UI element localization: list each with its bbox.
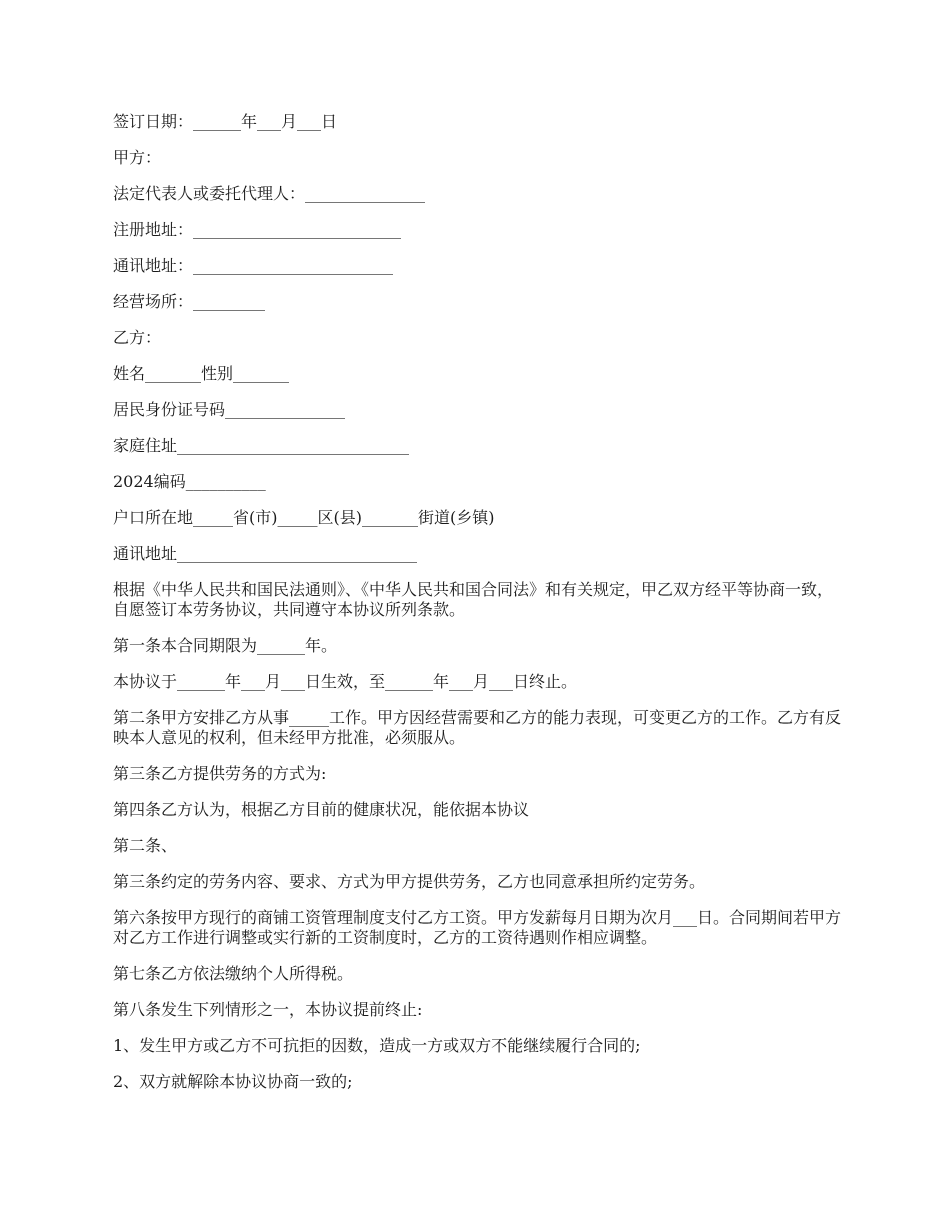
article-6-wages: 第六条按甲方现行的商铺工资管理制度支付乙方工资。甲方发薪每月日期为次月___日。合同期间若甲方对乙方工作进行调整或实行新的工资制度时，乙方的工资待遇则作相应调整。 [113, 908, 842, 947]
article-4-health: 第四条乙方认为，根据乙方目前的健康状况，能依据本协议 [113, 800, 530, 819]
article-2-reference: 第二条、 [113, 836, 178, 855]
article-1-term: 第一条本合同期限为______年。 [113, 636, 338, 655]
article-3-service-method: 第三条乙方提供劳务的方式为: [113, 764, 327, 783]
party-a-heading: 甲方： [113, 148, 162, 167]
party-a-business-premises-line: 经营场所：_________ [113, 292, 266, 311]
party-a-registered-address-line: 注册地址：__________________________ [113, 220, 402, 239]
termination-item-1: 1、发生甲方或乙方不可抗拒的因数，造成一方或双方不能继续履行合同的; [113, 1036, 641, 1055]
party-b-household-registration-line: 户口所在地_____省(市)_____区(县)_______街道(乡镇) [113, 508, 495, 527]
termination-item-2: 2、双方就解除本协议协商一致的; [113, 1072, 353, 1091]
article-8-termination: 第八条发生下列情形之一，本协议提前终止: [113, 1000, 423, 1019]
party-b-home-address-line: 家庭住址_____________________________ [113, 436, 410, 455]
party-b-code-line: 2024编码__________ [113, 472, 266, 491]
preamble-paragraph: 根据《中华人民共和国民法通则》、《中华人民共和国合同法》和有关规定，甲乙双方经平等协商一致，自愿签订本劳务协议，共同遵守本协议所列条款。 [113, 580, 834, 619]
party-a-mailing-address-line: 通讯地址：_________________________ [113, 256, 394, 275]
article-7-income-tax: 第七条乙方依法缴纳个人所得税。 [113, 964, 354, 983]
party-b-mailing-address-line: 通讯地址______________________________ [113, 544, 418, 563]
party-b-id-number-line: 居民身份证号码_______________ [113, 400, 346, 419]
effective-period-line: 本协议于______年___月___日生效，至______年___月___日终止。 [113, 672, 578, 691]
article-2-assignment: 第二条甲方安排乙方从事_____工作。甲方因经营需要和乙方的能力表现，可变更乙方的工作。乙方有反映本人意见的权利，但未经甲方批准，必须服从。 [113, 708, 842, 747]
party-b-heading: 乙方： [113, 328, 162, 347]
party-b-name-gender-line: 姓名_______性别_______ [113, 364, 290, 383]
signing-date-line: 签订日期：______年___月___日 [113, 112, 338, 131]
article-3-agreed-services: 第三条约定的劳务内容、要求、方式为甲方提供劳务，乙方也同意承担所约定劳务。 [113, 872, 706, 891]
document-page [113, 112, 843, 1108]
party-a-representative-line: 法定代表人或委托代理人：_______________ [113, 184, 426, 203]
